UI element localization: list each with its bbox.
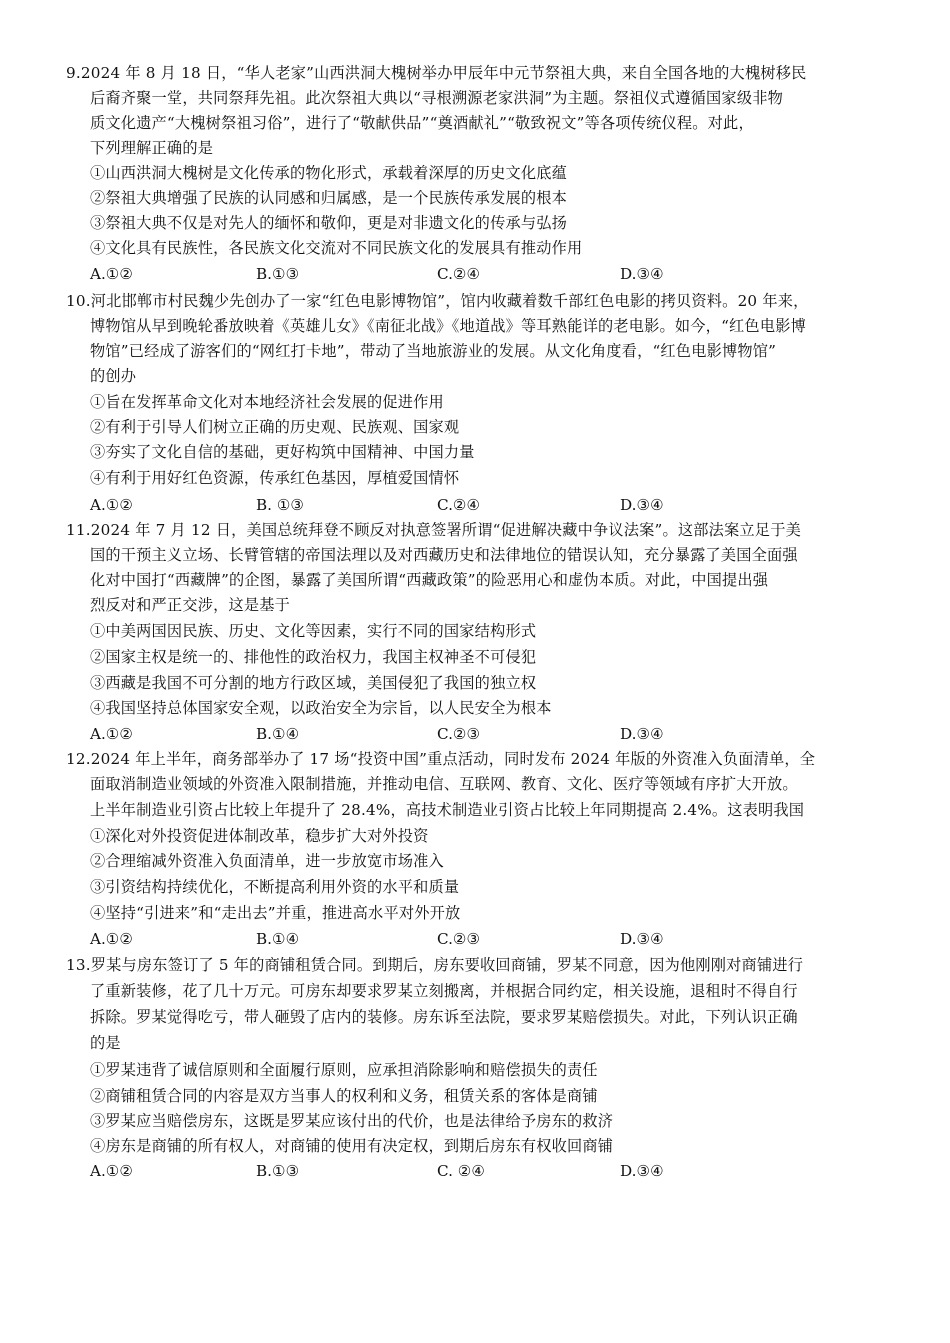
question-stem-line: 10.河北邯郸市村民魏少先创办了一家“红色电影博物馆”，馆内收藏着数千部红色电影的拷贝资料。20 年来， [66, 292, 809, 310]
answer-options [0, 721, 950, 747]
statement-item: ①中美两国因民族、历史、文化等因素，实行不同的国家结构形式 [90, 622, 537, 640]
option-a[interactable]: A.①② [90, 725, 134, 743]
question-stem-line: 烈反对和严正交涉，这是基于 [90, 596, 291, 614]
option-d[interactable]: D.③④ [620, 930, 664, 948]
statement-item: ①旨在发挥革命文化对本地经济社会发展的促进作用 [90, 393, 444, 411]
option-c[interactable]: C. ②④ [437, 1162, 485, 1180]
option-b[interactable]: B.①③ [256, 1162, 300, 1180]
question-stem-line: 拆除。罗某觉得吃亏，带人砸毁了店内的装修。房东诉至法院，要求罗某赔偿损失。对此，下列认识正确 [90, 1008, 798, 1026]
option-b[interactable]: B.①④ [256, 930, 300, 948]
question-stem-line: 物馆”已经成了游客们的“网红打卡地”，带动了当地旅游业的发展。从文化角度看，“红色电影博物馆” [90, 342, 777, 360]
option-a[interactable]: A.①② [90, 930, 134, 948]
option-a[interactable]: A.①② [90, 1162, 134, 1180]
question-stem-line: 后裔齐聚一堂，共同祭拜先祖。此次祭祖大典以“寻根溯源老家洪洞”为主题。祭祖仪式遵循国家级非物 [90, 89, 783, 107]
question-stem-line: 的创办 [90, 367, 137, 385]
statement-item: ④我国坚持总体国家安全观，以政治安全为宗旨，以人民安全为根本 [90, 699, 552, 717]
answer-options [0, 261, 950, 287]
answer-options [0, 1158, 950, 1184]
question-stem-line: 质文化遗产“大槐树祭祖习俗”，进行了“敬献供品”“奠酒献礼”“敬致祝文”等各项传统仪程。对此， [90, 114, 754, 132]
question-stem-line: 12.2024 年上半年，商务部举办了 17 场“投资中国”重点活动，同时发布 2024 年版的外资准入负面清单，全 [66, 750, 816, 768]
question-stem-line: 下列理解正确的是 [90, 139, 214, 157]
statement-item: ③夯实了文化自信的基础，更好构筑中国精神、中国力量 [90, 443, 475, 461]
statement-item: ③罗某应当赔偿房东，这既是罗某应该付出的代价，也是法律给予房东的救济 [90, 1112, 614, 1130]
statement-item: ①深化对外投资促进体制改革，稳步扩大对外投资 [90, 827, 429, 845]
statement-item: ②商铺租赁合同的内容是双方当事人的权利和义务，租赁关系的客体是商铺 [90, 1087, 598, 1105]
option-d[interactable]: D.③④ [620, 496, 664, 514]
statement-item: ④坚持“引进来”和“走出去”并重，推进高水平对外开放 [90, 904, 461, 922]
option-c[interactable]: C.②④ [437, 265, 481, 283]
question-stem-line: 博物馆从早到晚轮番放映着《英雄儿女》《南征北战》《地道战》等耳熟能详的老电影。如今，“红色电影博 [90, 317, 806, 335]
statement-item: ③西藏是我国不可分割的地方行政区域，美国侵犯了我国的独立权 [90, 674, 537, 692]
option-d[interactable]: D.③④ [620, 265, 664, 283]
option-c[interactable]: C.②③ [437, 930, 481, 948]
statement-item: ①罗某违背了诚信原则和全面履行原则，应承担消除影响和赔偿损失的责任 [90, 1061, 598, 1079]
option-a[interactable]: A.①② [90, 496, 134, 514]
statement-item: ②祭祖大典增强了民族的认同感和归属感，是一个民族传承发展的根本 [90, 189, 568, 207]
statement-item: ①山西洪洞大槐树是文化传承的物化形式，承载着深厚的历史文化底蕴 [90, 164, 568, 182]
question-stem-line: 了重新装修，花了几十万元。可房东却要求罗某立刻搬离，并根据合同约定，相关设施，退租时不得自行 [90, 982, 798, 1000]
statement-item: ④房东是商铺的所有权人，对商铺的使用有决定权，到期后房东有权收回商铺 [90, 1137, 614, 1155]
question-stem-line: 13.罗某与房东签订了 5 年的商铺租赁合同。到期后，房东要收回商铺，罗某不同意，因为他刚刚对商铺进行 [66, 956, 804, 974]
statement-item: ③祭祖大典不仅是对先人的缅怀和敬仰，更是对非遗文化的传承与弘扬 [90, 214, 568, 232]
option-d[interactable]: D.③④ [620, 1162, 664, 1180]
option-c[interactable]: C.②④ [437, 496, 481, 514]
statement-item: ④有利于用好红色资源，传承红色基因，厚植爱国情怀 [90, 469, 460, 487]
option-d[interactable]: D.③④ [620, 725, 664, 743]
option-b[interactable]: B.①③ [256, 265, 300, 283]
question-stem-line: 的是 [90, 1034, 121, 1052]
statement-item: ③引资结构持续优化，不断提高利用外资的水平和质量 [90, 878, 460, 896]
option-a[interactable]: A.①② [90, 265, 134, 283]
option-b[interactable]: B. ①③ [256, 496, 305, 514]
question-stem-line: 11.2024 年 7 月 12 日，美国总统拜登不顾反对执意签署所谓“促进解决藏中争议法案”。这部法案立足于美 [66, 521, 801, 539]
answer-options [0, 926, 950, 952]
question-stem-line: 9.2024 年 8 月 18 日，“华人老家”山西洪洞大槐树举办甲辰年中元节祭祖大典，来自全国各地的大槐树移民 [66, 64, 807, 82]
question-stem-line: 化对中国打“西藏牌”的企图，暴露了美国所谓“西藏政策”的险恶用心和虚伪本质。对此，中国提出强 [90, 571, 769, 589]
question-stem-line: 上半年制造业引资占比较上年提升了 28.4%，高技术制造业引资占比较上年同期提高 2.4%。这表明我国 [90, 801, 805, 819]
statement-item: ②国家主权是统一的、排他性的政治权力，我国主权神圣不可侵犯 [90, 648, 537, 666]
statement-item: ④文化具有民族性，各民族文化交流对不同民族文化的发展具有推动作用 [90, 239, 583, 257]
question-stem-line: 国的干预主义立场、长臂管辖的帝国法理以及对西藏历史和法律地位的错误认知，充分暴露了美国全面强 [90, 546, 798, 564]
option-c[interactable]: C.②③ [437, 725, 481, 743]
statement-item: ②合理缩减外资准入负面清单，进一步放宽市场准入 [90, 852, 444, 870]
statement-item: ②有利于引导人们树立正确的历史观、民族观、国家观 [90, 418, 460, 436]
option-b[interactable]: B.①④ [256, 725, 300, 743]
answer-options [0, 492, 950, 518]
question-stem-line: 面取消制造业领域的外资准入限制措施，并推动电信、互联网、教育、文化、医疗等领域有序扩大开放。 [90, 775, 798, 793]
